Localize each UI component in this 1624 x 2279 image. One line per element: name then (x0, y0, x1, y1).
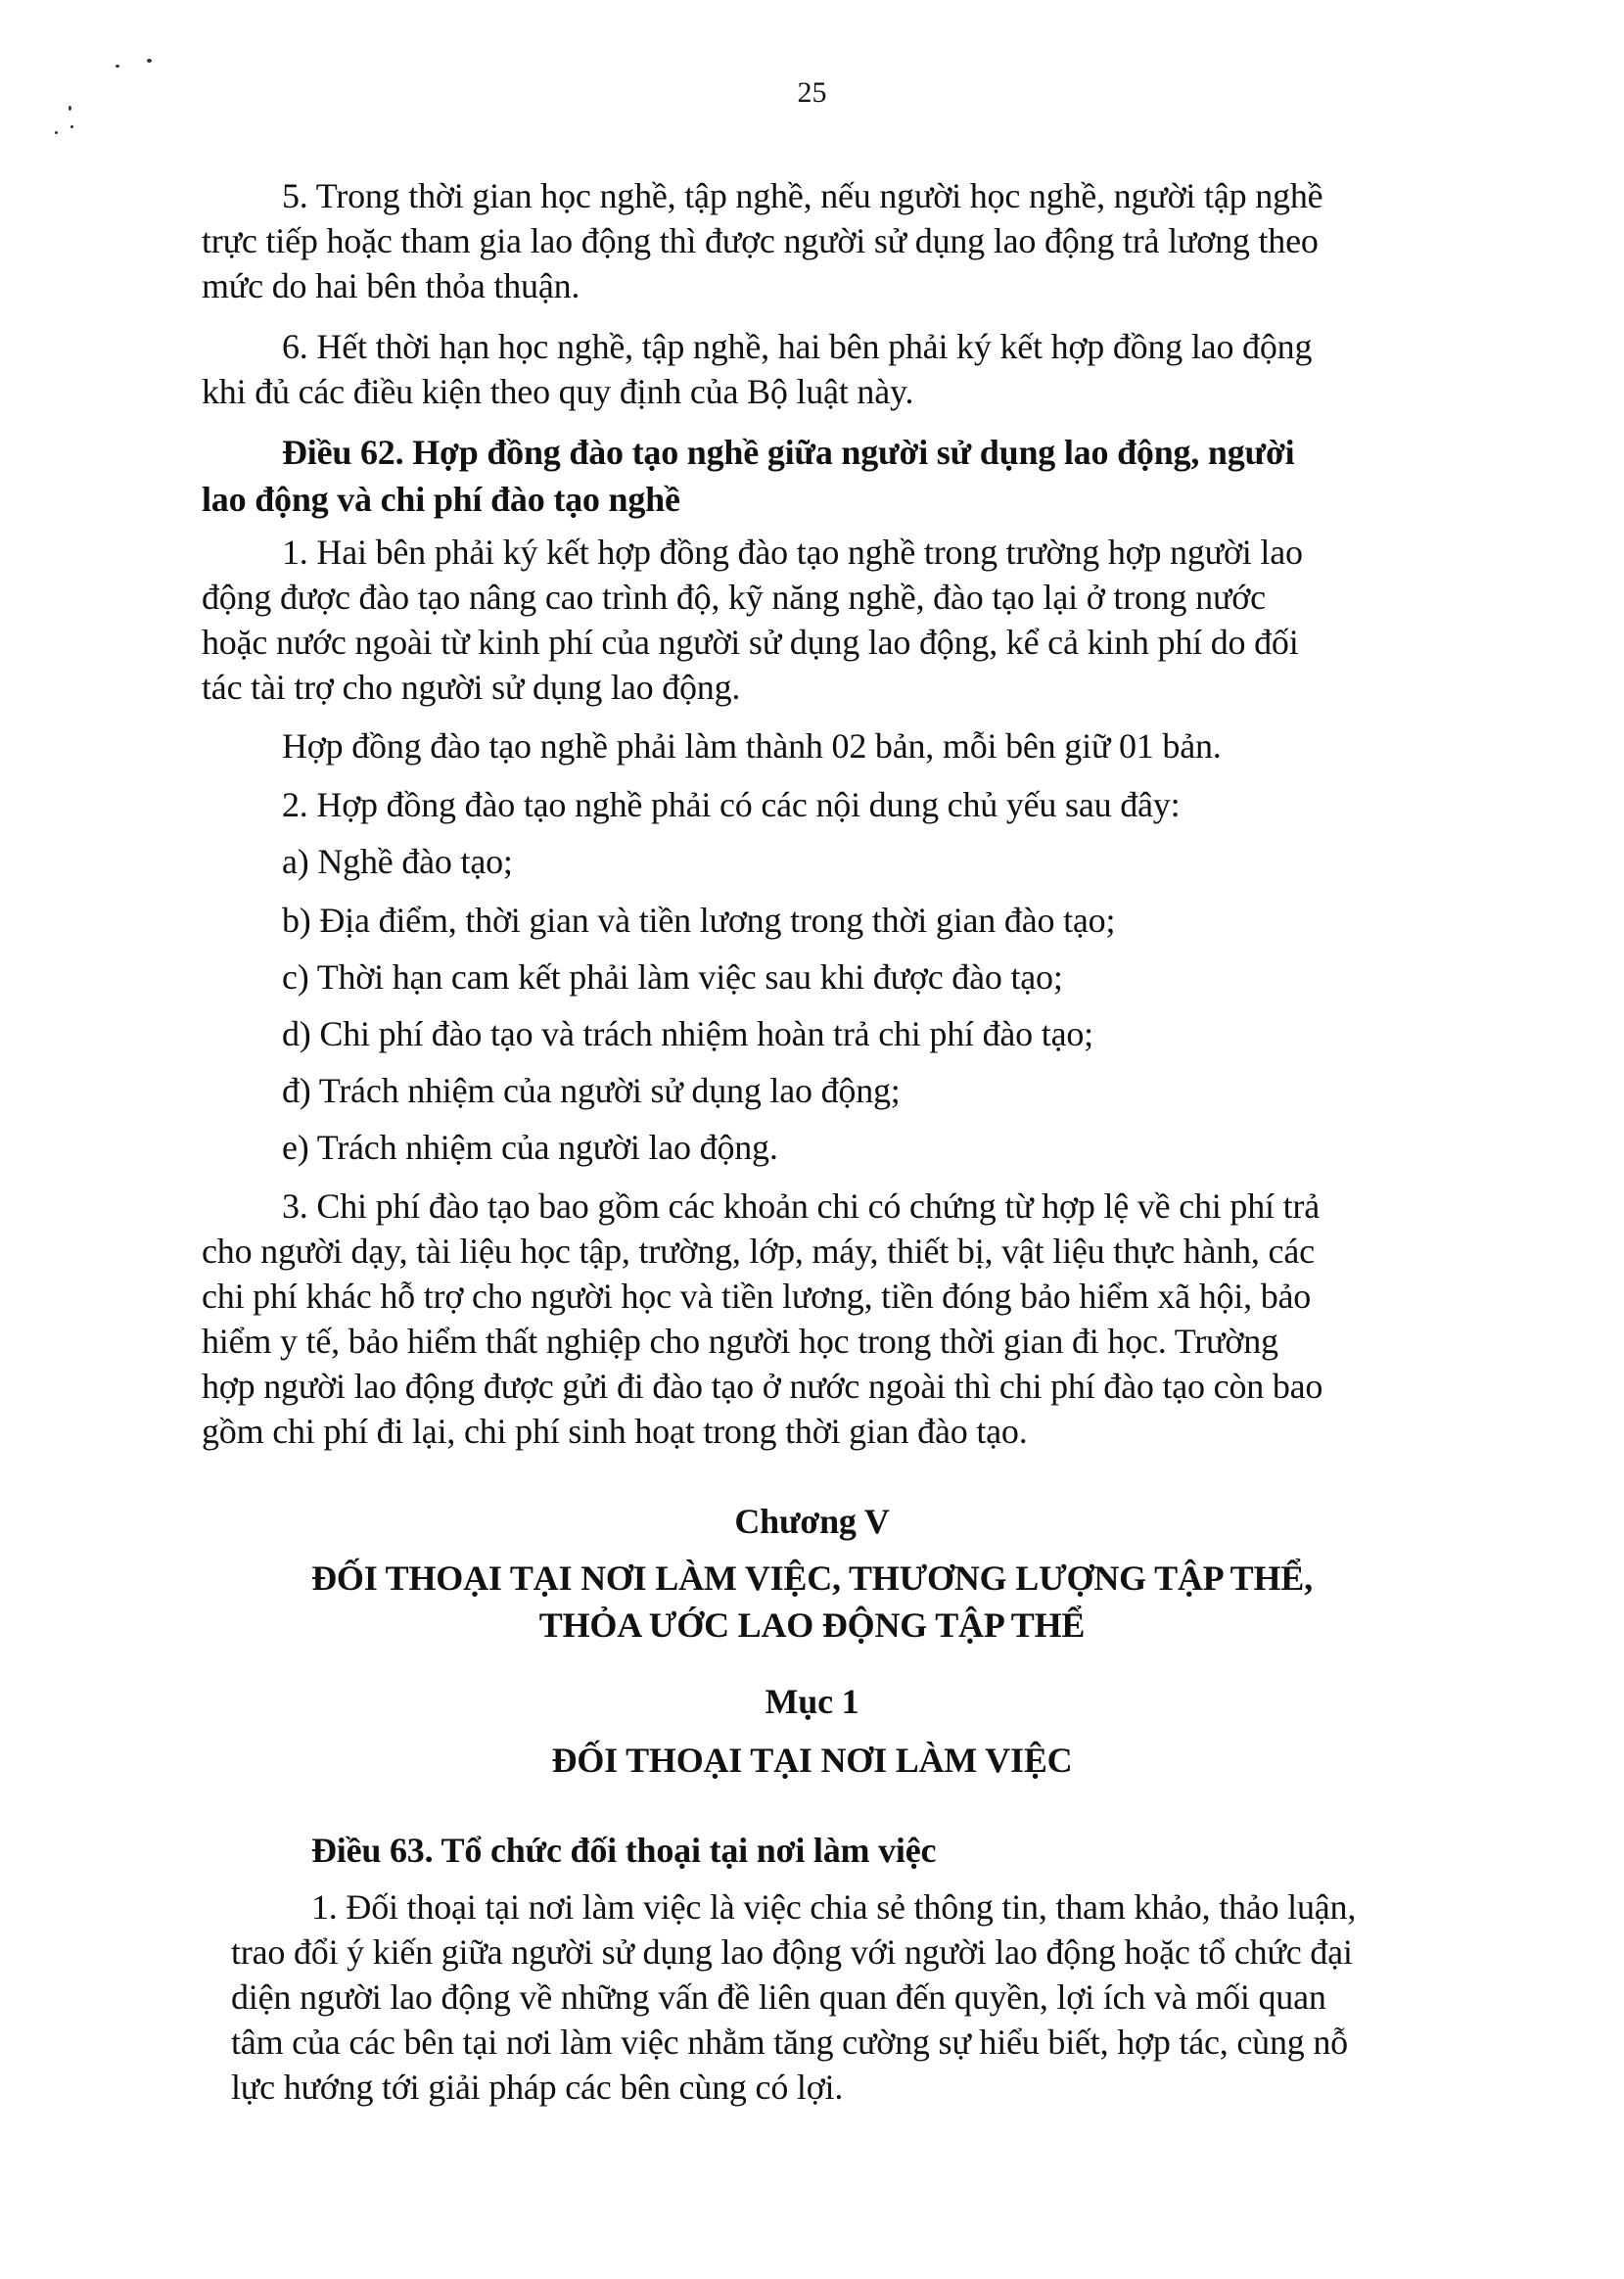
body-line: 1. Đối thoại tại nơi làm việc là việc chia sẻ thông tin, tham khảo, thảo luận, (311, 1887, 1357, 1927)
body-line: Hợp đồng đào tạo nghề phải làm thành 02 bản, mỗi bên giữ 01 bản. (282, 726, 1222, 766)
body-line: hợp người lao động được gửi đi đào tạo ở nước ngoài thì chi phí đào tạo còn bao (202, 1367, 1323, 1406)
body-line: 2. Hợp đồng đào tạo nghề phải có các nội dung chủ yếu sau đây: (282, 785, 1181, 824)
list-item: b) Địa điểm, thời gian và tiền lương trong thời gian đào tạo; (282, 901, 1116, 940)
section-heading: ĐỐI THOẠI TẠI NƠI LÀM VIỆC (551, 1741, 1073, 1780)
chapter-title: Chương V (734, 1502, 890, 1541)
body-line: lực hướng tới giải pháp các bên cùng có lợi. (231, 2068, 844, 2107)
scan-speck (147, 59, 152, 63)
chapter-heading: ĐỐI THOẠI TẠI NƠI LÀM VIỆC, THƯƠNG LƯỢNG TẬP THỂ, (311, 1558, 1313, 1598)
body-line: 6. Hết thời hạn học nghề, tập nghề, hai bên phải ký kết hợp đồng lao động (282, 327, 1313, 366)
body-line: hoặc nước ngoài từ kinh phí của người sử dụng lao động, kể cả kinh phí do đối (202, 623, 1299, 662)
scan-speck (55, 131, 58, 134)
body-line: tâm của các bên tại nơi làm việc nhằm tăng cường sự hiểu biết, hợp tác, cùng nỗ (231, 2023, 1348, 2062)
article-heading: lao động và chi phí đào tạo nghề (202, 480, 680, 519)
chapter-heading: THỎA ƯỚC LAO ĐỘNG TẬP THỂ (538, 1605, 1086, 1645)
article-heading: Điều 62. Hợp đồng đào tạo nghề giữa người sử dụng lao động, người (282, 433, 1295, 472)
body-line: 3. Chi phí đào tạo bao gồm các khoản chi có chứng từ hợp lệ về chi phí trả (282, 1186, 1320, 1226)
body-line: khi đủ các điều kiện theo quy định của Bộ luật này. (202, 372, 914, 411)
scan-speck (116, 65, 119, 68)
body-line: tác tài trợ cho người sử dụng lao động. (202, 668, 741, 707)
list-item: e) Trách nhiệm của người lao động. (282, 1128, 778, 1167)
section-title: Mục 1 (765, 1682, 859, 1721)
body-line: gồm chi phí đi lại, chi phí sinh hoạt trong thời gian đào tạo. (202, 1412, 1028, 1451)
body-line: mức do hai bên thỏa thuận. (202, 266, 580, 305)
list-item: c) Thời hạn cam kết phải làm việc sau khi được đào tạo; (282, 957, 1063, 997)
scan-speck (70, 125, 73, 128)
body-line: chi phí khác hỗ trợ cho người học và tiền lương, tiền đóng bảo hiểm xã hội, bảo (202, 1277, 1312, 1316)
list-item: a) Nghề đào tạo; (282, 842, 513, 881)
body-line: 5. Trong thời gian học nghề, tập nghề, nếu người học nghề, người tập nghề (282, 176, 1323, 215)
list-item: đ) Trách nhiệm của người sử dụng lao động; (282, 1071, 901, 1110)
body-line: trực tiếp hoặc tham gia lao động thì được người sử dụng lao động trả lương theo (202, 221, 1319, 260)
body-line: động được đào tạo nâng cao trình độ, kỹ năng nghề, đào tạo lại ở trong nước (202, 578, 1266, 617)
body-line: cho người dạy, tài liệu học tập, trường, lớp, máy, thiết bị, vật liệu thực hành, các (202, 1232, 1315, 1271)
body-line: hiểm y tế, bảo hiểm thất nghiệp cho người học trong thời gian đi học. Trường (202, 1322, 1278, 1361)
body-line: 1. Hai bên phải ký kết hợp đồng đào tạo nghề trong trường hợp người lao (282, 533, 1303, 572)
page-number: 25 (797, 76, 827, 109)
body-line: trao đổi ý kiến giữa người sử dụng lao động với người lao động hoặc tổ chức đại (231, 1932, 1353, 1972)
article-heading: Điều 63. Tổ chức đối thoại tại nơi làm việc (311, 1831, 937, 1870)
body-line: diện người lao động về những vấn đề liên quan đến quyền, lợi ích và mối quan (231, 1977, 1326, 2017)
list-item: d) Chi phí đào tạo và trách nhiệm hoàn trả chi phí đào tạo; (282, 1014, 1093, 1053)
